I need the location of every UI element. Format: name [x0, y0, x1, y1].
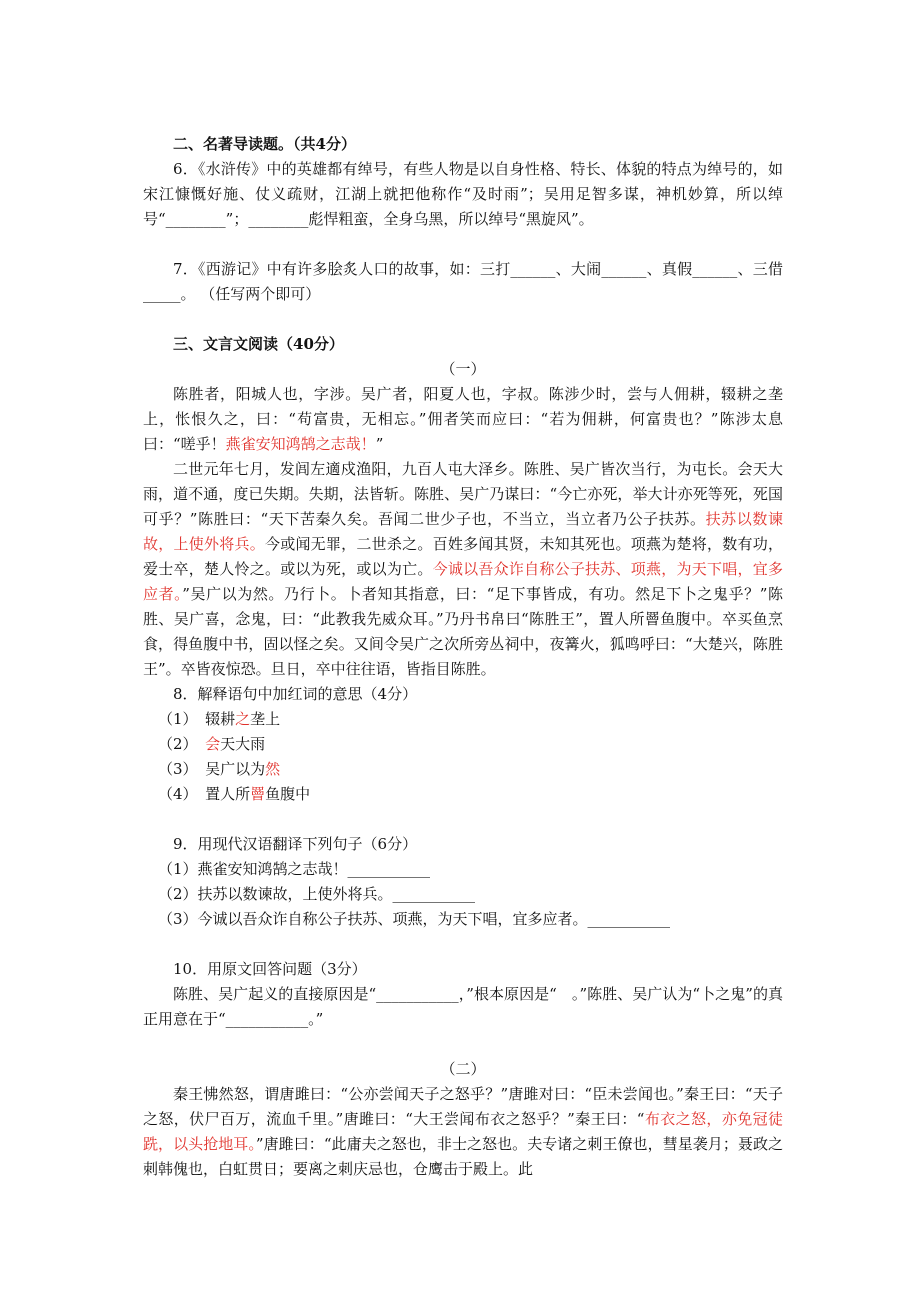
question-9-item: （1）燕雀安知鸿鹄之志哉！___________ — [158, 860, 431, 878]
section-2-title: 二、名著导读题。（共4分） — [173, 135, 356, 153]
document-body — [143, 132, 783, 1182]
question-10-title: 10．用原文回答问题（3分） — [173, 960, 367, 978]
question-7: 7．《西游记》中有许多脍炙人口的故事，如：三打______、大闹______、真假______、三借_____。 （任写两个即可） — [143, 260, 783, 303]
part-2-label: （二） — [440, 1060, 486, 1078]
question-10-body: 陈胜、吴广起义的直接原因是“___________，”根本原因是“ 。”陈胜、吴广认为“卜之鬼”的真正用意在于“___________。” — [143, 985, 783, 1028]
question-9-item: （2）扶苏以数谏故，上使外将兵。___________ — [158, 885, 476, 903]
question-8-title: 8．解释语句中加红词的意思（4分） — [173, 685, 418, 703]
passage-1-paragraph-1: 陈胜者，阳城人也，字涉。吴广者，阳夏人也，字叔。陈涉少时，尝与人佣耕，辍耕之垄上，怅恨久之，曰：“苟富贵，无相忘。”佣者笑而应曰：“若为佣耕，何富贵也？”陈涉太息曰：“嗟乎！燕雀安知鸿鹄之志哉！” — [143, 385, 783, 453]
section-3-title: 三、文言文阅读（40分） — [173, 335, 344, 353]
red-sentence: 今诚以吾众诈自称公子扶苏、项燕，为天下唱，宜多应者。 — [143, 560, 783, 603]
question-9-item: （3）今诚以吾众诈自称公子扶苏、项燕，为天下唱，宜多应者。___________ — [158, 910, 671, 928]
passage-2-paragraph-1: 秦王怫然怒，谓唐雎曰：“公亦尝闻天子之怒乎？”唐雎对曰：“臣未尝闻也。”秦王曰：“天子之怒，伏尸百万，流血千里。”唐雎曰：“大王尝闻布衣之怒乎？”秦王曰：“布衣之怒，亦免冠徒跣，以头抢地耳。”唐雎曰：“此庸夫之怒也，非士之怒也。夫专诸之刺王僚也，彗星袭月；聂政之刺韩傀也，白虹贯日；要离之刺庆忌也，仓鹰击于殿上。此 — [143, 1085, 783, 1178]
question-9-title: 9．用现代汉语翻译下列句子（6分） — [173, 835, 418, 853]
question-6: 6．《水浒传》中的英雄都有绰号，有些人物是以自身性格、特长、体貌的特点为绰号的，如宋江慷慨好施、仗义疏财，江湖上就把他称作“及时雨”；吴用足智多谋，神机妙算，所以绰号“________”；________彪悍粗蛮，全身乌黑，所以绰号“黑旋风”。 — [143, 160, 783, 228]
question-8-item: （2） 会天大雨 — [158, 735, 266, 753]
red-sentence: 布衣之怒，亦免冠徒跣，以头抢地耳。 — [143, 1110, 783, 1153]
part-1-label: （一） — [440, 360, 486, 378]
question-8-item: （3） 吴广以为然 — [158, 760, 281, 778]
passage-1-paragraph-2: 二世元年七月，发闾左適戍渔阳，九百人屯大泽乡。陈胜、吴广皆次当行，为屯长。会天大雨，道不通，度已失期。失期，法皆斩。陈胜、吴广乃谋曰：“今亡亦死，举大计亦死等死，死国可乎？”陈胜曰：“天下苦秦久矣。吾闻二世少子也，不当立，当立者乃公子扶苏。扶苏以数谏故，上使外将兵。今或闻无罪，二世杀之。百姓多闻其贤，未知其死也。项燕为楚将，数有功，爱士卒，楚人怜之。或以为死，或以为亡。今诚以吾众诈自称公子扶苏、项燕，为天下唱，宜多应者。”吴广以为然。乃行卜。卜者知其指意，曰：“足下事皆成，有功。然足下卜之鬼乎？”陈胜、吴广喜，念鬼，曰：“此教我先威众耳。”乃丹书帛曰“陈胜王”，置人所罾鱼腹中。卒买鱼烹食，得鱼腹中书，固以怪之矣。又间令吴广之次所旁丛祠中，夜篝火，狐鸣呼曰：“大楚兴，陈胜王”。卒皆夜惊恐。旦日，卒中往往语，皆指目陈胜。 — [143, 460, 783, 678]
red-sentence: 燕雀安知鸿鹄之志哉！ — [225, 435, 376, 453]
question-8-item: （4） 置人所罾鱼腹中 — [158, 785, 311, 803]
question-8-item: （1） 辍耕之垄上 — [158, 710, 281, 728]
red-sentence: 扶苏以数谏故，上使外将兵。 — [143, 510, 783, 553]
